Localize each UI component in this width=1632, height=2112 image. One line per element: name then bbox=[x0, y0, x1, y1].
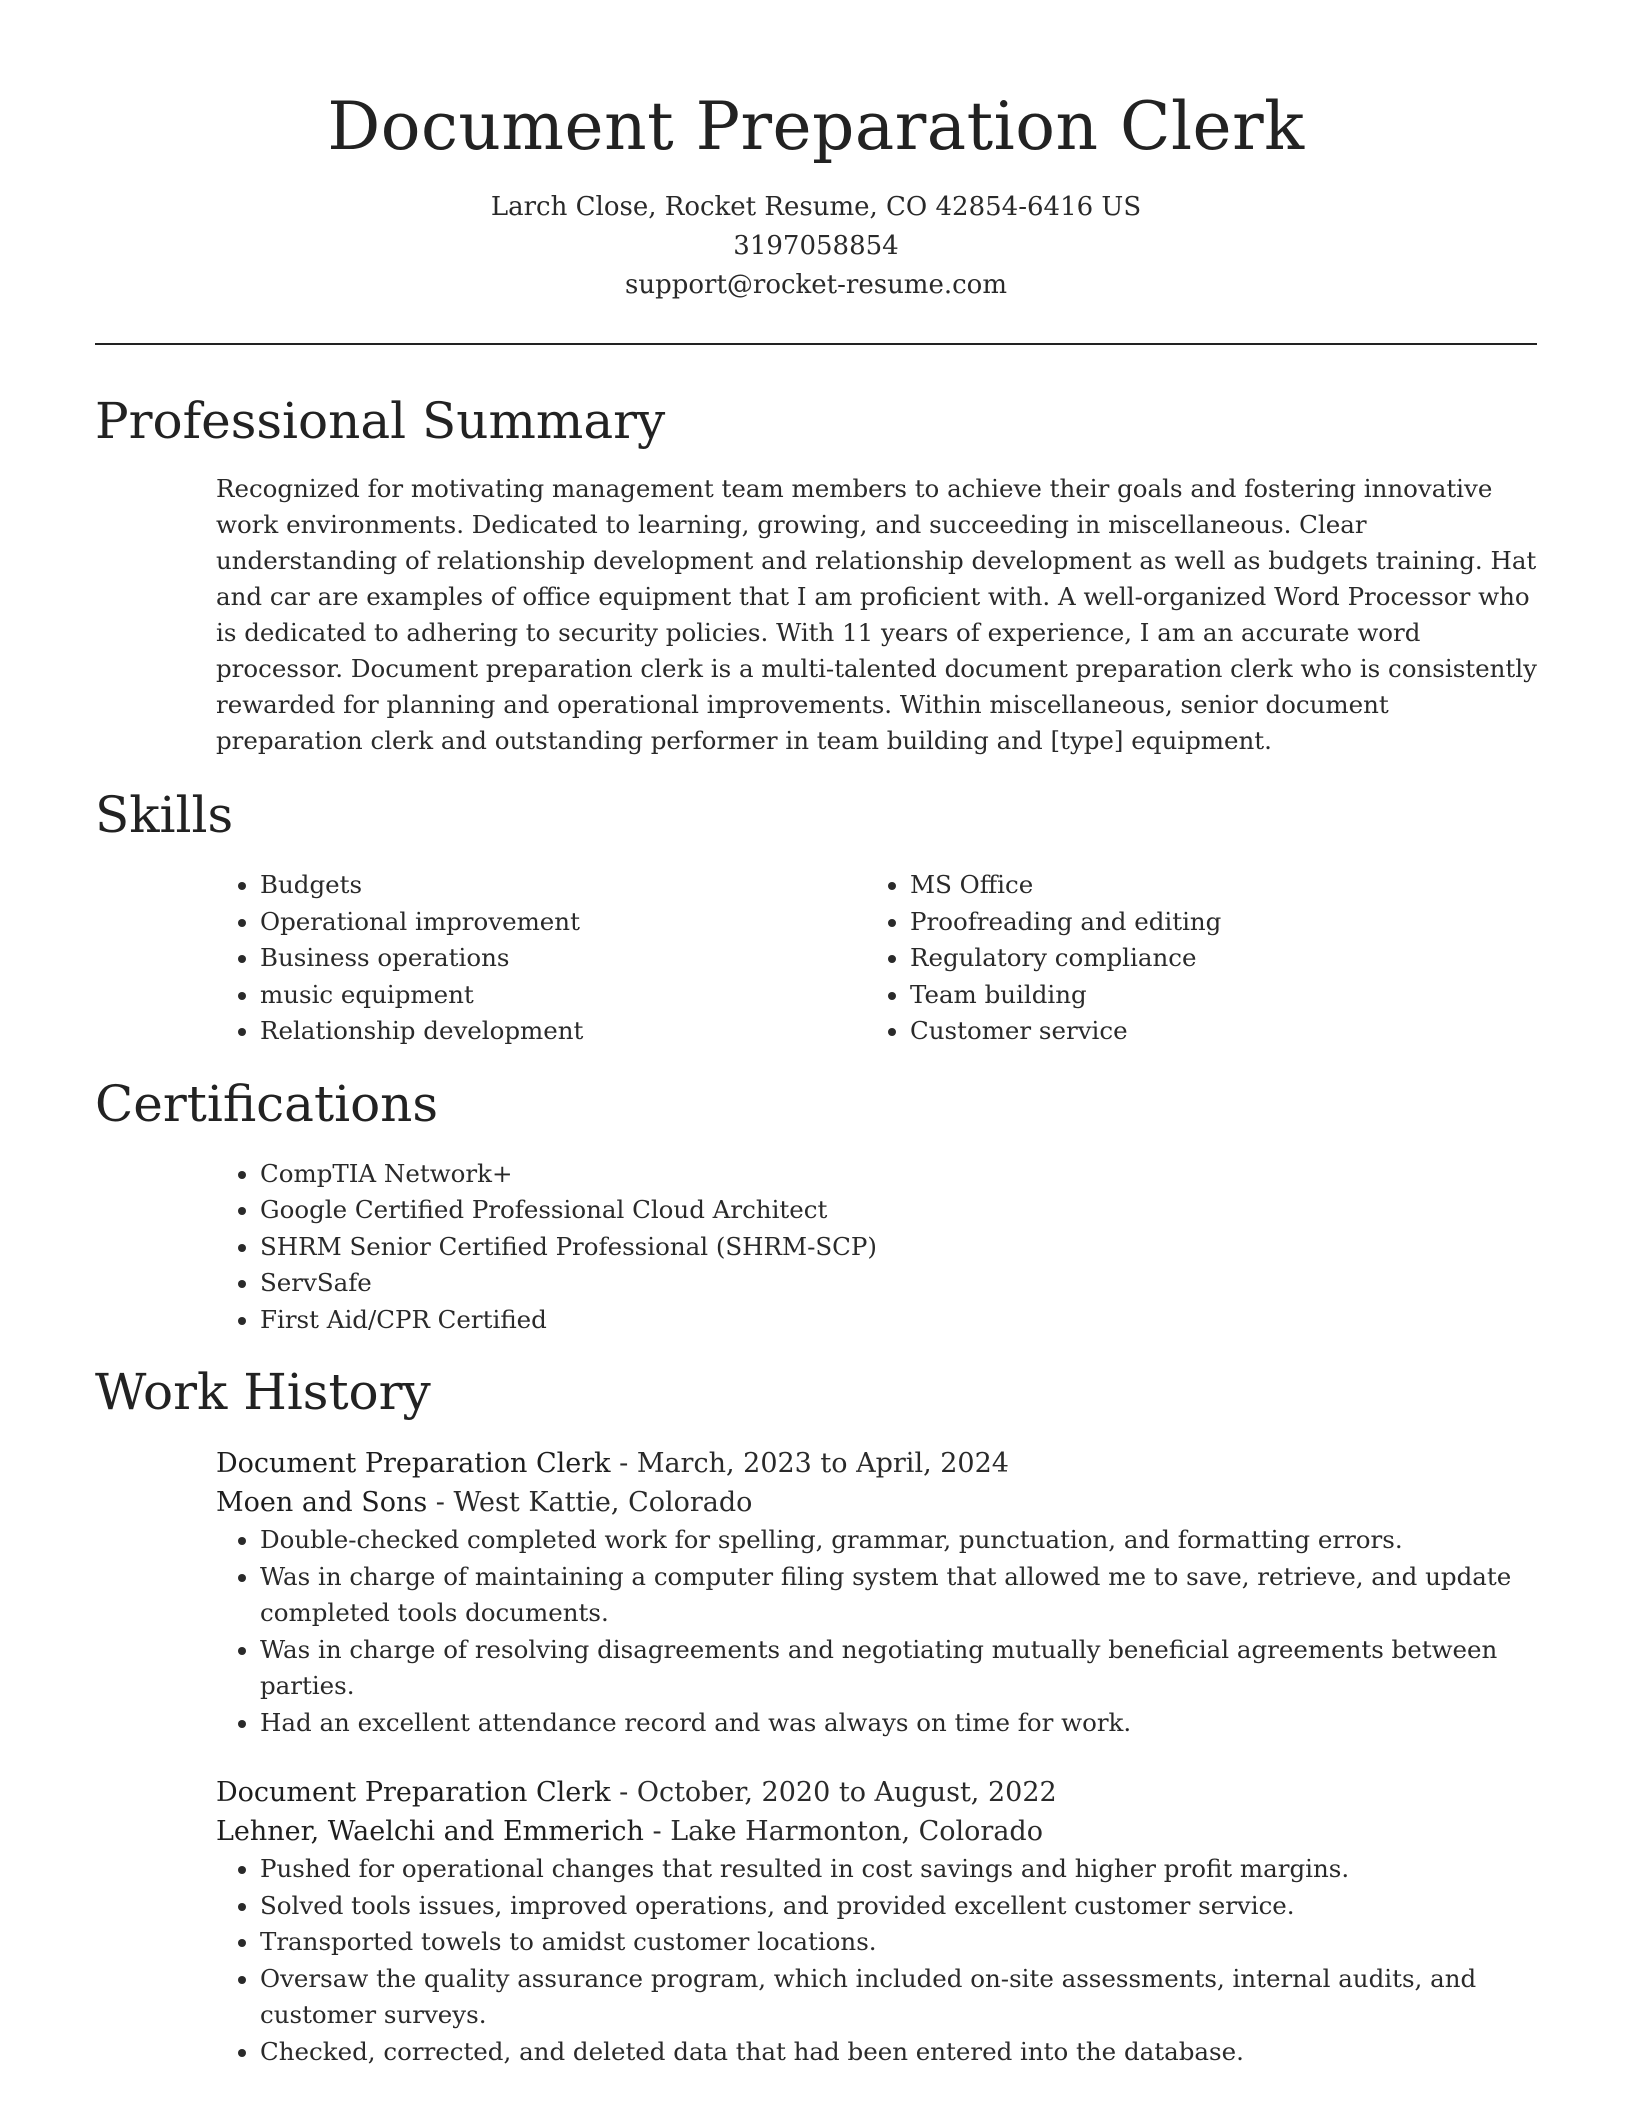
job-bullet-list bbox=[216, 1851, 1537, 2070]
job-role: Document Preparation Clerk bbox=[216, 1448, 611, 1479]
job-bullet: • Had an excellent attendance record and was always on time for work. bbox=[260, 1705, 1537, 1742]
job-bullet: • Oversaw the quality assurance program, which included on-site assessments, internal audits, and customer surveys. bbox=[260, 1961, 1537, 2034]
skill-item: • Proofreading and editing bbox=[910, 904, 1516, 941]
certification-item: • ServSafe bbox=[260, 1265, 1537, 1302]
certification-item: • SHRM Senior Certified Professional (SHRM-SCP) bbox=[260, 1229, 1537, 1266]
skills-list-right bbox=[866, 867, 1516, 1050]
contact-email: support@rocket-resume.com bbox=[624, 270, 1007, 300]
job-bullet: • Pushed for operational changes that resulted in cost savings and higher profit margins. bbox=[260, 1851, 1537, 1888]
contact-block bbox=[95, 188, 1537, 305]
skill-item: • Operational improvement bbox=[260, 904, 866, 941]
job-company-line: Moen and Sons - West Kattie, Colorado bbox=[216, 1487, 753, 1518]
skills-list-left bbox=[216, 867, 866, 1050]
job-bullet: • Double-checked completed work for spelling, grammar, punctuation, and formatting errors. bbox=[260, 1522, 1537, 1559]
job-bullet: • Transported towels to amidst customer locations. bbox=[260, 1924, 1537, 1961]
job-role: Document Preparation Clerk bbox=[216, 1777, 611, 1808]
job-dates: October, 2020 to August, 2022 bbox=[636, 1777, 1057, 1808]
job-location: Lake Harmonton, Colorado bbox=[670, 1816, 1043, 1847]
job-company: Lehner, Waelchi and Emmerich bbox=[216, 1816, 644, 1847]
certification-item: • CompTIA Network+ bbox=[260, 1156, 1537, 1193]
skills-grid bbox=[216, 867, 1537, 1050]
skills-heading: Skills bbox=[95, 786, 234, 844]
job-company: Moen and Sons bbox=[216, 1487, 428, 1518]
candidate-name: Document Preparation Clerk bbox=[327, 88, 1305, 165]
skill-item: • Budgets bbox=[260, 867, 866, 904]
skills-column-left bbox=[216, 867, 866, 1050]
certification-item: • First Aid/CPR Certified bbox=[260, 1302, 1537, 1339]
certification-item: • Google Certified Professional Cloud Architect bbox=[260, 1192, 1537, 1229]
job-company-line: Lehner, Waelchi and Emmerich - Lake Harmonton, Colorado bbox=[216, 1816, 1043, 1847]
job-title-line: Document Preparation Clerk - March, 2023 to April, 2024 bbox=[216, 1448, 1009, 1479]
certifications-heading: Certifications bbox=[95, 1074, 439, 1133]
contact-address: Larch Close, Rocket Resume, CO 42854-6416 US bbox=[490, 192, 1142, 222]
skill-item: • Customer service bbox=[910, 1013, 1516, 1050]
job-entry bbox=[216, 1773, 1537, 2070]
skill-item: • Team building bbox=[910, 977, 1516, 1014]
certifications-block bbox=[216, 1156, 1537, 1339]
skill-item: • music equipment bbox=[260, 977, 866, 1014]
job-title-line: Document Preparation Clerk - October, 2020 to August, 2022 bbox=[216, 1777, 1057, 1808]
resume-page bbox=[95, 0, 1537, 2070]
skill-item: • Relationship development bbox=[260, 1013, 866, 1050]
skill-item: • Business operations bbox=[260, 940, 866, 977]
job-bullet-list bbox=[216, 1522, 1537, 1741]
work-history-heading: Work History bbox=[95, 1363, 431, 1421]
skill-item: • Regulatory compliance bbox=[910, 940, 1516, 977]
job-dates: March, 2023 to April, 2024 bbox=[636, 1448, 1009, 1479]
header-divider bbox=[95, 343, 1537, 345]
skills-column-right bbox=[866, 867, 1516, 1050]
job-bullet: • Was in charge of resolving disagreements and negotiating mutually beneficial agreements between parties. bbox=[260, 1632, 1537, 1705]
contact-phone: 3197058854 bbox=[733, 231, 899, 261]
summary-text: Recognized for motivating management team members to achieve their goals and fostering innovative work environments. Dedicated to learning, growing, and succeeding in miscellaneous. Clear understanding of relationship development and relationship development as well as budgets training. Hat and car are examples of office equipment that I am proficient with. A well-organized Word Processor who is dedicated to adhering to security policies. With 11 years of experience, I am an accurate word processor. Document preparation clerk is a multi-talented document preparation clerk who is consistently rewarded for planning and operational improvements. Within miscellaneous, senior document preparation clerk and outstanding performer in team building and [type] equipment. bbox=[216, 474, 1537, 755]
summary-heading: Professional Summary bbox=[95, 392, 666, 450]
job-bullet: • Solved tools issues, improved operations, and provided excellent customer service. bbox=[260, 1888, 1537, 1925]
job-bullet: • Was in charge of maintaining a computer filing system that allowed me to save, retrieve, and update completed tools documents. bbox=[260, 1559, 1537, 1632]
job-location: West Kattie, Colorado bbox=[453, 1487, 753, 1518]
job-entry bbox=[216, 1444, 1537, 1741]
job-bullet: • Checked, corrected, and deleted data that had been entered into the database. bbox=[260, 2034, 1537, 2071]
certifications-list bbox=[216, 1156, 1537, 1339]
skill-item: • MS Office bbox=[910, 867, 1516, 904]
